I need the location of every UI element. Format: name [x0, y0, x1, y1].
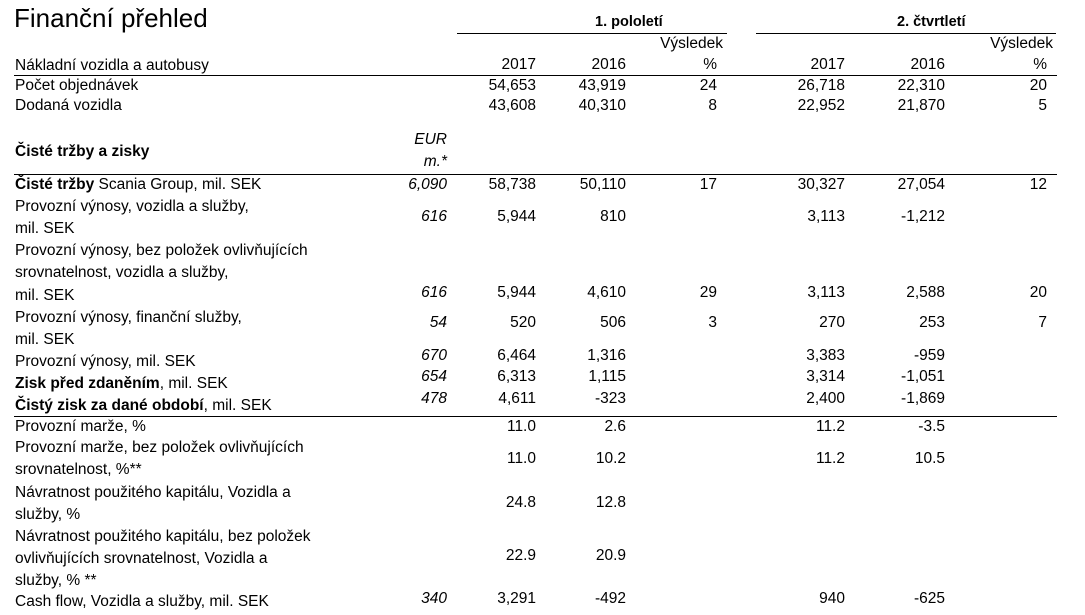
- row-deliveries-h2017: 43,608: [488, 97, 536, 114]
- row-op-income-adj-h2016: 4,610: [587, 284, 626, 301]
- row-pretax-label-bold: Zisk před zdaněním: [15, 375, 160, 392]
- row-op-income-adj-eur: 616: [421, 284, 447, 301]
- row-op-income-q2016: -959: [913, 347, 945, 364]
- row-net-sales-q2016: 27,054: [897, 176, 945, 193]
- row-op-margin-adj-label-2: srovnatelnost, %**: [15, 461, 142, 478]
- row-op-income-vs-eur: 616: [421, 208, 447, 225]
- row-pretax-eur: 654: [421, 368, 447, 385]
- row-net-sales-h2016: 50,110: [579, 176, 626, 193]
- row-roce-adj-label-2: ovlivňujících srovnatelnost, Vozidla a: [15, 550, 268, 567]
- row-op-income-vs-label-2: mil. SEK: [15, 220, 75, 237]
- row-pretax-h2016: 1,115: [588, 368, 626, 385]
- row-orders-q2016: 22,310: [897, 77, 945, 94]
- row-net-income-label-bold: Čistý zisk za dané období: [15, 397, 204, 414]
- row-op-income-fs-label-2: mil. SEK: [15, 331, 75, 348]
- row-net-income-q2017: 2,400: [806, 390, 845, 407]
- row-net-sales-label-bold: Čisté tržby: [15, 176, 95, 193]
- row-op-income-fs-qpct: 7: [1038, 314, 1047, 331]
- quarter-header: 2. čtvrtletí: [897, 14, 966, 30]
- quarter-result-header-1: Výsledek: [990, 35, 1053, 52]
- row-pretax-h2017: 6,313: [497, 368, 536, 385]
- row-net-sales-q2017: 30,327: [797, 176, 845, 193]
- row-op-margin-adj-h2016: 10.2: [595, 450, 626, 467]
- row-deliveries-label: Dodaná vozidla: [15, 97, 122, 114]
- row-op-income-adj-hpct: 29: [699, 284, 717, 301]
- row-op-income-adj-label-2: srovnatelnost, vozidla a služby,: [15, 264, 229, 281]
- row-orders-h2016: 43,919: [578, 77, 626, 94]
- row-op-income-fs-eur: 54: [429, 314, 447, 331]
- row-roce-adj-label-3: služby, % **: [15, 572, 97, 589]
- row-op-income-adj-label-1: Provozní výnosy, bez položek ovlivňujících: [15, 242, 308, 259]
- half-year-col-2016: 2016: [591, 56, 626, 73]
- row-op-margin-adj-q2017: 11.2: [815, 450, 845, 467]
- half-year-result-header-2: %: [703, 56, 717, 73]
- row-op-income-adj-qpct: 20: [1029, 284, 1047, 301]
- quarter-col-2016: 2016: [910, 56, 945, 73]
- half-year-header: 1. pololetí: [595, 14, 663, 30]
- row-op-income-adj-h2017: 5,944: [497, 284, 536, 301]
- row-deliveries-q2017: 22,952: [797, 97, 845, 114]
- row-net-income-h2017: 4,611: [498, 390, 536, 407]
- subsection-title: Čisté tržby a zisky: [15, 143, 150, 160]
- row-net-sales-eur: 6,090: [408, 176, 447, 193]
- row-cash-flow-q2016: -625: [913, 590, 945, 607]
- eur-header-2: m.*: [423, 153, 447, 170]
- row-orders-qpct: 20: [1029, 77, 1047, 94]
- row-pretax-q2016: -1,051: [901, 368, 945, 385]
- row-roce-h2017: 24.8: [505, 494, 536, 511]
- row-net-sales-qpct: 12: [1029, 176, 1047, 193]
- row-cash-flow-h2016: -492: [594, 590, 626, 607]
- row-op-income-adj-label-3: mil. SEK: [15, 287, 75, 304]
- row-op-margin-adj-label-1: Provozní marže, bez položek ovlivňujících: [15, 439, 304, 456]
- row-op-margin-h2017: 11.0: [506, 418, 536, 435]
- row-op-income-vs-q2017: 3,113: [807, 208, 845, 225]
- row-op-income-label: Provozní výnosy, mil. SEK: [15, 353, 196, 370]
- row-roce-label-1: Návratnost použitého kapitálu, Vozidla a: [15, 484, 291, 501]
- row-op-income-fs-h2016: 506: [600, 314, 626, 331]
- row-orders-h2017: 54,653: [488, 77, 536, 94]
- row-op-income-eur: 670: [421, 347, 447, 364]
- half-year-col-2017: 2017: [501, 56, 536, 73]
- row-op-margin-q2016: -3.5: [918, 418, 945, 435]
- eur-header-1: EUR: [414, 131, 447, 148]
- row-net-income-label: [15, 395, 272, 417]
- row-orders-hpct: 24: [699, 77, 717, 94]
- row-op-income-fs-hpct: 3: [708, 314, 717, 331]
- row-deliveries-h2016: 40,310: [578, 97, 626, 114]
- row-op-income-adj-q2016: 2,588: [906, 284, 945, 301]
- row-deliveries-q2016: 21,870: [897, 97, 945, 114]
- row-pretax-q2017: 3,314: [806, 368, 845, 385]
- row-op-income-h2017: 6,464: [497, 347, 536, 364]
- row-op-income-vs-h2016: 810: [600, 208, 626, 225]
- row-net-income-eur: 478: [421, 390, 447, 407]
- row-roce-label-2: služby, %: [15, 506, 81, 523]
- row-roce-adj-h2016: 20.9: [595, 547, 626, 564]
- row-op-income-vs-q2016: -1,212: [901, 208, 945, 225]
- section-label: Nákladní vozidla a autobusy: [15, 57, 209, 74]
- row-op-margin-h2016: 2.6: [604, 418, 626, 435]
- row-net-sales-label-rest: Scania Group, mil. SEK: [94, 176, 262, 193]
- row-net-sales-hpct: 17: [699, 176, 717, 193]
- half-year-result-header-1: Výsledek: [660, 35, 723, 52]
- row-op-income-fs-label-1: Provozní výnosy, finanční služby,: [15, 309, 242, 326]
- row-net-income-q2016: -1,869: [901, 390, 945, 407]
- row-cash-flow-label: Cash flow, Vozidla a služby, mil. SEK: [15, 593, 269, 610]
- row-op-margin-q2017: 11.2: [815, 418, 845, 435]
- row-orders-label: Počet objednávek: [15, 77, 139, 94]
- row-roce-adj-h2017: 22.9: [505, 547, 536, 564]
- row-roce-adj-label-1: Návratnost použitého kapitálu, bez položek: [15, 528, 311, 545]
- row-pretax-label-rest: , mil. SEK: [159, 375, 228, 392]
- row-op-income-q2017: 3,383: [806, 347, 845, 364]
- row-op-income-fs-q2017: 270: [819, 314, 845, 331]
- row-cash-flow-q2017: 940: [819, 590, 845, 607]
- row-cash-flow-eur: 340: [421, 590, 447, 607]
- row-net-sales-h2017: 58,738: [488, 176, 536, 193]
- row-deliveries-hpct: 8: [708, 97, 717, 114]
- row-op-income-vs-label-1: Provozní výnosy, vozidla a služby,: [15, 198, 249, 215]
- row-op-margin-label: Provozní marže, %: [15, 418, 146, 435]
- row-op-margin-adj-h2017: 11.0: [506, 450, 536, 467]
- page-title: Finanční přehled: [14, 3, 208, 33]
- quarter-col-2017: 2017: [810, 56, 845, 73]
- row-deliveries-qpct: 5: [1038, 97, 1047, 114]
- row-net-sales-label: [15, 174, 261, 196]
- row-net-income-h2016: -323: [594, 390, 626, 407]
- row-op-income-fs-q2016: 253: [919, 314, 945, 331]
- row-roce-h2016: 12.8: [595, 494, 626, 511]
- row-op-income-fs-h2017: 520: [510, 314, 536, 331]
- row-cash-flow-h2017: 3,291: [497, 590, 536, 607]
- row-pretax-label: [15, 373, 228, 395]
- row-orders-q2017: 26,718: [797, 77, 845, 94]
- row-op-margin-adj-q2016: 10.5: [914, 450, 945, 467]
- row-op-income-h2016: 1,316: [587, 347, 626, 364]
- row-op-income-adj-q2017: 3,113: [807, 284, 845, 301]
- quarter-result-header-2: %: [1033, 56, 1047, 73]
- row-net-income-label-rest: , mil. SEK: [203, 397, 272, 414]
- row-op-income-vs-h2017: 5,944: [497, 208, 536, 225]
